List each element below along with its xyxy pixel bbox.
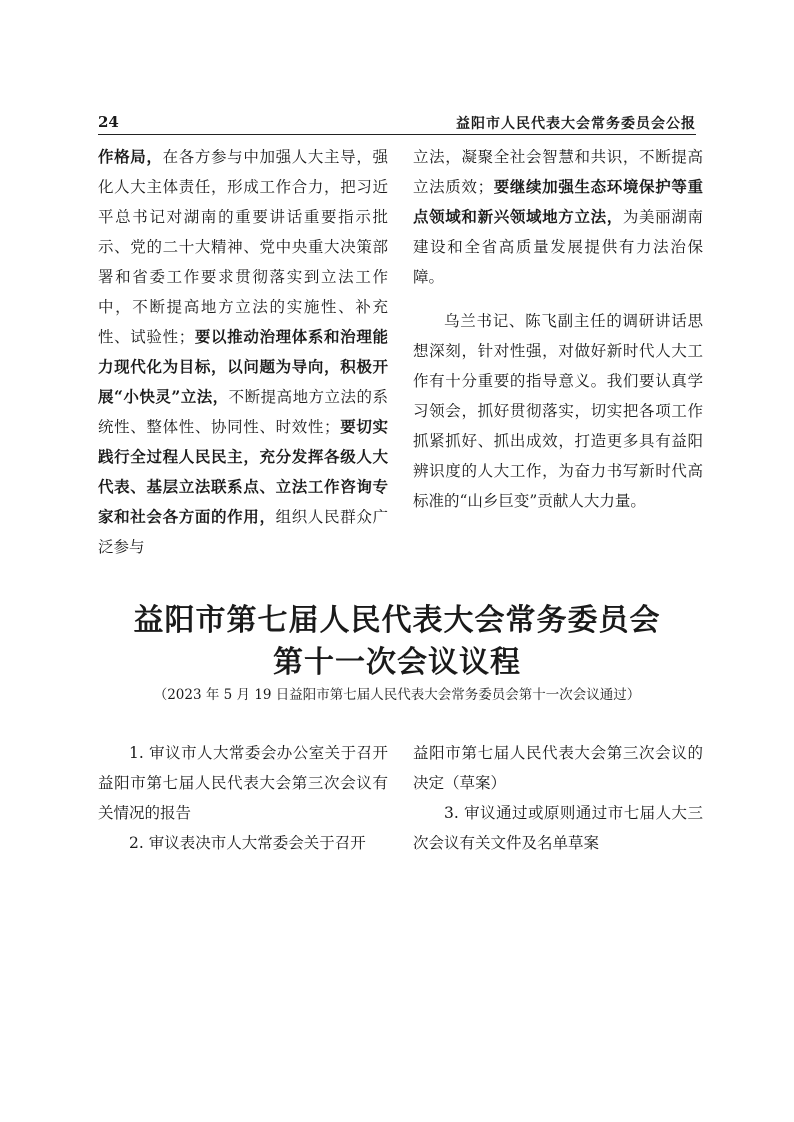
text-segment: 要以推动治理体系和治理能力现代化为目标，以问题为导向，积极开展“小快灵”立法，: [98, 327, 388, 406]
agenda-right-column: [413, 738, 703, 858]
agenda-item-1: 1. 审议市人大常委会办公室关于召开益阳市第七届人民代表大会第三次会议有关情况的报告: [98, 744, 388, 822]
article-left-column: [98, 142, 388, 562]
document-title: [0, 600, 794, 684]
text-segment: 立法，凝聚全社会智慧和共识，不断提高立法质效；: [413, 148, 703, 196]
text-segment: 作格局，: [98, 147, 163, 166]
text-segment: 在各方参与中加强人大主导，强化人大主体责任，形成工作合力，把习近平总书记对湖南的重要讲话重要指示批示、党的二十大精神、党中央重大决策部署和省委工作要求贯彻落实到立法工作中，不断提高地方立法的实施性、补充性、试验性；: [98, 148, 388, 346]
agenda-item-3: 3. 审议通过或原则通过市七届人大三次会议有关文件及名单草案: [413, 804, 703, 852]
title-line-1: 益阳市第七届人民代表大会常务委员会: [133, 603, 661, 638]
header-divider: [98, 134, 696, 135]
text-segment: 要切实践行全过程人民民主，充分发挥各级人大代表、基层立法联系点、立法工作咨询专家和社会各方面的作用，: [98, 417, 388, 526]
text-segment: 为美丽湖南建设和全省高质量发展提供有力法治保障。: [413, 208, 703, 286]
journal-title: 益阳市人民代表大会常务委员会公报: [456, 116, 696, 132]
page-number: 24: [98, 113, 119, 131]
agenda-item-2: 2. 审议表决市人大常委会关于召开: [129, 834, 366, 852]
article-right-column: [413, 142, 703, 516]
title-line-2: 第十一次会议议程: [273, 645, 521, 680]
agenda-item-2-continued: 益阳市第七届人民代表大会第三次会议的决定（草案）: [413, 744, 703, 792]
article-paragraph-continued: [98, 142, 388, 562]
text-segment: 组织人民群众广泛参与: [98, 508, 388, 556]
document-subtitle: （2023 年 5 月 19 日益阳市第七届人民代表大会常务委员会第十一次会议通过）: [153, 687, 641, 703]
text-segment: 不断提高地方立法的系统性、整体性、协同性、时效性；: [98, 388, 388, 436]
agenda-left-column: [98, 738, 388, 858]
text-segment: 要继续加强生态环境保护等重点领域和新兴领域地方立法，: [413, 177, 703, 226]
article-paragraph: 乌兰书记、陈飞副主任的调研讲话思想深刻，针对性强，对做好新时代人大工作有十分重要的指导意义。我们要认真学习领会，抓好贯彻落实，切实把各项工作抓紧抓好、抓出成效，打造更多具有益阳辨识度的人大工作，为奋力书写新时代高标准的“山乡巨变”贡献人大力量。: [413, 312, 703, 510]
article-paragraph-continued: [413, 142, 703, 292]
